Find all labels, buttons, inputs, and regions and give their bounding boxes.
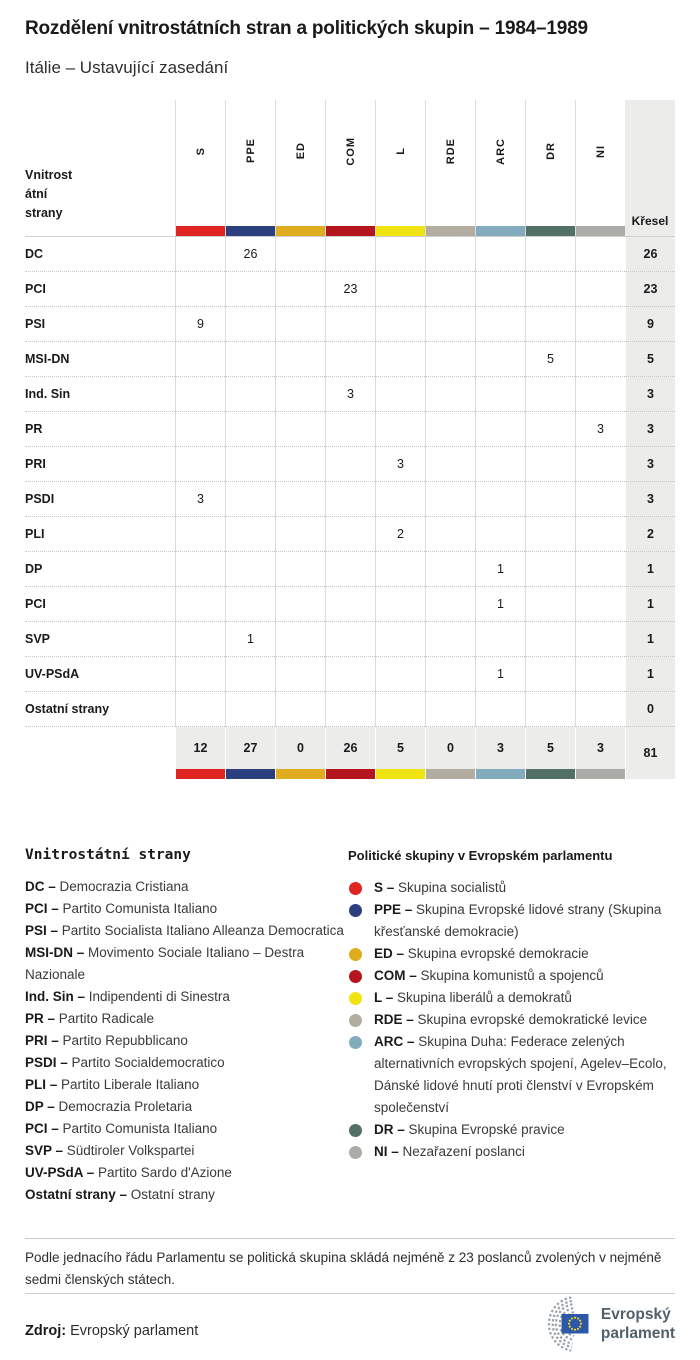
value-cell: 1 — [225, 622, 275, 657]
value-cell — [275, 692, 325, 727]
source-bar — [25, 1293, 675, 1355]
value-cell — [375, 412, 425, 447]
value-cell — [425, 587, 475, 622]
value-cell — [175, 447, 225, 482]
source-text: Evropský parlament — [70, 1323, 199, 1339]
value-cell: 1 — [475, 657, 525, 692]
value-cell — [175, 692, 225, 727]
col-code-label: S — [194, 146, 207, 156]
value-cell — [275, 517, 325, 552]
value-cell — [275, 272, 325, 307]
value-cell — [225, 342, 275, 377]
total-cell: 0 — [275, 727, 325, 769]
value-cell — [425, 412, 475, 447]
seats-cell: 23 — [625, 272, 675, 307]
value-cell — [425, 272, 475, 307]
group-color-bar — [176, 226, 225, 236]
value-cell: 26 — [225, 237, 275, 272]
party-legend-item: UV-PSdA – Partito Sardo d'Azione — [25, 1165, 232, 1180]
value-cell — [375, 272, 425, 307]
party-legend-item: DP – Democrazia Proletaria — [25, 1099, 193, 1114]
value-cell — [275, 342, 325, 377]
group-color-bar-bottom — [425, 769, 475, 779]
col-header-S — [175, 100, 225, 237]
value-cell: 1 — [475, 587, 525, 622]
value-cell — [475, 622, 525, 657]
value-cell — [175, 237, 225, 272]
value-cell — [225, 272, 275, 307]
party-legend-item: Ind. Sin – Indipendenti di Sinestra — [25, 989, 230, 1004]
party-legend-item: PCI – Partito Comunista Italiano — [25, 1121, 218, 1136]
value-cell — [325, 657, 375, 692]
value-cell: 1 — [475, 552, 525, 587]
party-label: SVP — [25, 622, 175, 657]
value-cell — [475, 447, 525, 482]
group-legend-item — [348, 1119, 675, 1141]
value-cell — [475, 482, 525, 517]
value-cell — [425, 552, 475, 587]
total-cell: 5 — [525, 727, 575, 769]
group-color-bar — [426, 226, 475, 236]
value-cell: 3 — [325, 377, 375, 412]
group-legend-text: NI – Nezařazení poslanci — [374, 1144, 525, 1159]
source-label: Zdroj: — [25, 1323, 67, 1339]
group-legend-item — [348, 1141, 675, 1163]
value-cell — [375, 657, 425, 692]
value-cell — [575, 517, 625, 552]
value-cell — [425, 482, 475, 517]
group-color-bar-bottom — [525, 769, 575, 779]
page-title: Rozdělení vnitrostátních stran a politických skupin – 1984–1989 — [25, 18, 588, 39]
party-abbr: PR – — [25, 1011, 56, 1026]
value-cell — [375, 482, 425, 517]
ep-logo-text — [601, 1305, 675, 1343]
value-cell — [175, 342, 225, 377]
value-cell — [475, 307, 525, 342]
value-cell — [225, 482, 275, 517]
party-abbr: Ostatní strany – — [25, 1187, 128, 1202]
party-abbr: PSDI – — [25, 1055, 68, 1070]
group-legend-text: DR – Skupina Evropské pravice — [374, 1122, 565, 1137]
seats-cell: 3 — [625, 447, 675, 482]
party-abbr: PLI – — [25, 1077, 58, 1092]
value-cell — [375, 552, 425, 587]
group-code: L – — [374, 990, 394, 1005]
group-color-bar — [276, 226, 325, 236]
seats-cell: 2 — [625, 517, 675, 552]
party-label: UV-PSdA — [25, 657, 175, 692]
value-cell — [175, 587, 225, 622]
seats-cell: 5 — [625, 342, 675, 377]
value-cell — [175, 657, 225, 692]
group-code: S – — [374, 880, 395, 895]
value-cell — [475, 237, 525, 272]
col-code-label: RDE — [444, 137, 457, 165]
party-abbr: PRI – — [25, 1033, 59, 1048]
seats-cell: 1 — [625, 587, 675, 622]
party-label: PSDI — [25, 482, 175, 517]
value-cell — [575, 447, 625, 482]
value-cell — [325, 237, 375, 272]
party-abbr: Ind. Sin – — [25, 989, 86, 1004]
value-cell — [575, 587, 625, 622]
group-color-bar-bottom — [275, 769, 325, 779]
legend-parties-heading: Vnitrostátní strany — [25, 847, 191, 863]
seats-cell: 3 — [625, 412, 675, 447]
value-cell — [475, 342, 525, 377]
value-cell — [525, 272, 575, 307]
value-cell — [425, 657, 475, 692]
group-color-bar — [226, 226, 275, 236]
group-legend-item — [348, 943, 675, 965]
value-cell — [425, 377, 475, 412]
legend-national-parties — [25, 845, 348, 1206]
party-label: PLI — [25, 517, 175, 552]
value-cell — [275, 482, 325, 517]
party-abbr: PCI – — [25, 901, 59, 916]
group-legend-item — [348, 1031, 675, 1119]
group-color-bar-bottom — [575, 769, 625, 779]
value-cell — [525, 587, 575, 622]
value-cell — [425, 342, 475, 377]
value-cell — [525, 622, 575, 657]
party-legend-item: Ostatní strany – Ostatní strany — [25, 1187, 215, 1202]
total-cell: 0 — [425, 727, 475, 769]
group-color-dot-icon — [349, 1146, 362, 1159]
totals-label — [25, 727, 175, 769]
group-color-bar-bottom — [375, 769, 425, 779]
value-cell — [225, 657, 275, 692]
source-line — [25, 1323, 198, 1339]
group-color-bar — [476, 226, 525, 236]
col-header-COM — [325, 100, 375, 237]
value-cell: 5 — [525, 342, 575, 377]
value-cell — [325, 482, 375, 517]
party-label: PSI — [25, 307, 175, 342]
value-cell: 3 — [375, 447, 425, 482]
col-header-ED — [275, 100, 325, 237]
col-header-NI — [575, 100, 625, 237]
value-cell — [325, 517, 375, 552]
party-label: PCI — [25, 587, 175, 622]
group-color-bar — [376, 226, 425, 236]
col-code-label: ARC — [494, 137, 507, 165]
party-label: DP — [25, 552, 175, 587]
legend-section — [25, 845, 675, 1206]
value-cell — [225, 377, 275, 412]
party-abbr: MSI-DN – — [25, 945, 85, 960]
value-cell — [425, 622, 475, 657]
group-legend-item — [348, 965, 675, 987]
value-cell — [375, 622, 425, 657]
value-cell — [325, 587, 375, 622]
party-abbr: PSI – — [25, 923, 59, 938]
legend-parties-list — [25, 876, 348, 1206]
party-label: PR — [25, 412, 175, 447]
value-cell — [275, 447, 325, 482]
group-code: ARC – — [374, 1034, 415, 1049]
value-cell — [575, 237, 625, 272]
group-legend-text: ARC – Skupina Duha: Federace zelených alternativních evropských spojení, Agelev–Ecolo, Dánské lidové hnutí proti členství v Evropském společenství — [374, 1034, 667, 1115]
value-cell — [175, 272, 225, 307]
col-header-RDE — [425, 100, 475, 237]
value-cell — [575, 482, 625, 517]
party-label: Ostatní strany — [25, 692, 175, 727]
party-legend-item: PCI – Partito Comunista Italiano — [25, 901, 218, 916]
value-cell — [275, 307, 325, 342]
legend-groups-heading: Politické skupiny v Evropském parlamentu — [348, 848, 613, 863]
value-cell — [425, 307, 475, 342]
total-cell: 26 — [325, 727, 375, 769]
value-cell — [375, 342, 425, 377]
value-cell — [175, 517, 225, 552]
group-legend-text: PPE – Skupina Evropské lidové strany (Skupina křesťanské demokracie) — [374, 902, 662, 939]
value-cell — [325, 342, 375, 377]
legend-groups-list — [348, 877, 675, 1163]
group-legend-item — [348, 877, 675, 899]
col-header-ARC — [475, 100, 525, 237]
value-cell — [575, 342, 625, 377]
party-label: PRI — [25, 447, 175, 482]
col-header-DR — [525, 100, 575, 237]
group-color-dot-icon — [349, 882, 362, 895]
value-cell — [425, 692, 475, 727]
party-legend-item: PLI – Partito Liberale Italiano — [25, 1077, 200, 1092]
group-legend-item — [348, 899, 675, 943]
value-cell — [225, 692, 275, 727]
value-cell — [475, 692, 525, 727]
seats-cell: 0 — [625, 692, 675, 727]
group-code: ED – — [374, 946, 405, 961]
party-legend-item: DC – Democrazia Cristiana — [25, 879, 189, 894]
value-cell: 3 — [575, 412, 625, 447]
bar-row-spacer — [25, 769, 175, 779]
seats-cell: 1 — [625, 622, 675, 657]
value-cell — [375, 307, 425, 342]
party-legend-item: PRI – Partito Repubblicano — [25, 1033, 188, 1048]
group-legend-text: L – Skupina liberálů a demokratů — [374, 990, 572, 1005]
group-color-bar — [576, 226, 625, 236]
value-cell — [475, 412, 525, 447]
value-cell — [325, 412, 375, 447]
value-cell — [275, 622, 325, 657]
group-color-dot-icon — [349, 904, 362, 917]
seats-cell: 1 — [625, 552, 675, 587]
value-cell — [225, 412, 275, 447]
group-color-dot-icon — [349, 948, 362, 961]
group-color-bar-bottom — [325, 769, 375, 779]
total-cell: 27 — [225, 727, 275, 769]
col-code-label: COM — [344, 136, 357, 166]
value-cell — [525, 447, 575, 482]
seats-cell: 3 — [625, 377, 675, 412]
value-cell — [475, 517, 525, 552]
value-cell — [225, 447, 275, 482]
group-code: DR – — [374, 1122, 405, 1137]
value-cell — [275, 377, 325, 412]
seats-cell: 9 — [625, 307, 675, 342]
value-cell: 9 — [175, 307, 225, 342]
group-color-dot-icon — [349, 1036, 362, 1049]
party-abbr: SVP – — [25, 1143, 64, 1158]
page-subtitle: Itálie – Ustavující zasedání — [25, 58, 229, 77]
value-cell: 23 — [325, 272, 375, 307]
value-cell — [425, 517, 475, 552]
col-header-PPE — [225, 100, 275, 237]
value-cell — [375, 377, 425, 412]
value-cell — [275, 657, 325, 692]
value-cell — [475, 272, 525, 307]
value-cell — [175, 552, 225, 587]
value-cell — [225, 552, 275, 587]
seats-cell: 3 — [625, 482, 675, 517]
total-seats-cell: 81 — [625, 727, 675, 779]
col-code-label: NI — [594, 144, 607, 158]
value-cell — [575, 657, 625, 692]
group-code: PPE – — [374, 902, 413, 917]
col-code-label: PPE — [244, 138, 257, 164]
col-code-label: L — [394, 147, 407, 155]
value-cell — [175, 622, 225, 657]
group-code: COM – — [374, 968, 417, 983]
value-cell — [225, 307, 275, 342]
value-cell — [525, 307, 575, 342]
party-label: DC — [25, 237, 175, 272]
value-cell — [275, 412, 325, 447]
group-color-bar-bottom — [475, 769, 525, 779]
party-legend-item: MSI-DN – Movimento Sociale Italiano – Destra Nazionale — [25, 945, 305, 982]
value-cell — [325, 622, 375, 657]
group-legend-item — [348, 987, 675, 1009]
group-color-bar — [526, 226, 575, 236]
seats-cell: 26 — [625, 237, 675, 272]
party-legend-item: PSI – Partito Socialista Italiano Alleanza Democratica — [25, 923, 344, 938]
value-cell — [275, 552, 325, 587]
value-cell — [325, 692, 375, 727]
value-cell — [525, 377, 575, 412]
party-abbr: DP – — [25, 1099, 55, 1114]
group-legend-item — [348, 1009, 675, 1031]
party-label: Ind. Sin — [25, 377, 175, 412]
value-cell — [575, 622, 625, 657]
group-legend-text: COM – Skupina komunistů a spojenců — [374, 968, 604, 983]
ep-logo — [528, 1295, 675, 1353]
value-cell — [175, 412, 225, 447]
group-code: NI – — [374, 1144, 399, 1159]
group-color-dot-icon — [349, 992, 362, 1005]
value-cell — [575, 692, 625, 727]
ep-hemicycle-icon — [528, 1295, 592, 1353]
value-cell: 3 — [175, 482, 225, 517]
footnote: Podle jednacího řádu Parlamentu se politická skupina skládá nejméně z 23 poslanců zvolených v nejméně sedmi členských státech. — [25, 1238, 675, 1294]
value-cell — [575, 552, 625, 587]
total-cell: 12 — [175, 727, 225, 769]
value-cell — [525, 657, 575, 692]
col-header-L — [375, 100, 425, 237]
seats-col-header: Křesel — [625, 100, 675, 237]
party-abbr: DC – — [25, 879, 56, 894]
party-legend-item: SVP – Südtiroler Volkspartei — [25, 1143, 195, 1158]
value-cell — [525, 517, 575, 552]
col-code-label: ED — [294, 142, 307, 160]
value-cell: 2 — [375, 517, 425, 552]
legend-political-groups — [348, 845, 675, 1163]
total-cell: 3 — [575, 727, 625, 769]
value-cell — [575, 272, 625, 307]
party-legend-item: PSDI – Partito Socialdemocratico — [25, 1055, 225, 1070]
party-abbr: UV-PSdA – — [25, 1165, 95, 1180]
group-color-bar-bottom — [175, 769, 225, 779]
group-legend-text: ED – Skupina evropské demokracie — [374, 946, 589, 961]
value-cell — [525, 552, 575, 587]
group-legend-text: RDE – Skupina evropské demokratické levice — [374, 1012, 648, 1027]
value-cell — [425, 447, 475, 482]
total-cell: 3 — [475, 727, 525, 769]
value-cell — [575, 377, 625, 412]
ep-logo-line2: parlament — [600, 1325, 675, 1342]
group-color-bar-bottom — [225, 769, 275, 779]
group-color-dot-icon — [349, 1014, 362, 1027]
distribution-table — [25, 100, 675, 779]
group-color-dot-icon — [349, 970, 362, 983]
value-cell — [425, 237, 475, 272]
value-cell — [325, 307, 375, 342]
value-cell — [375, 587, 425, 622]
value-cell — [375, 692, 425, 727]
value-cell — [225, 587, 275, 622]
value-cell — [275, 237, 325, 272]
value-cell — [375, 237, 425, 272]
group-color-dot-icon — [349, 1124, 362, 1137]
group-legend-text: S – Skupina socialistů — [374, 880, 507, 895]
party-label: PCI — [25, 272, 175, 307]
value-cell — [175, 377, 225, 412]
value-cell — [475, 377, 525, 412]
party-abbr: PCI – — [25, 1121, 59, 1136]
group-color-bar — [326, 226, 375, 236]
value-cell — [575, 307, 625, 342]
total-cell: 5 — [375, 727, 425, 769]
ep-logo-line1: Evropský — [600, 1306, 671, 1323]
value-cell — [525, 482, 575, 517]
value-cell — [525, 237, 575, 272]
value-cell — [325, 552, 375, 587]
seats-cell: 1 — [625, 657, 675, 692]
value-cell — [525, 692, 575, 727]
col-code-label: DR — [544, 142, 557, 160]
group-code: RDE – — [374, 1012, 414, 1027]
value-cell — [525, 412, 575, 447]
value-cell — [225, 517, 275, 552]
party-legend-item: PR – Partito Radicale — [25, 1011, 155, 1026]
value-cell — [325, 447, 375, 482]
value-cell — [275, 587, 325, 622]
party-label: MSI-DN — [25, 342, 175, 377]
table-corner-header: Vnitrost átní strany — [25, 100, 175, 237]
